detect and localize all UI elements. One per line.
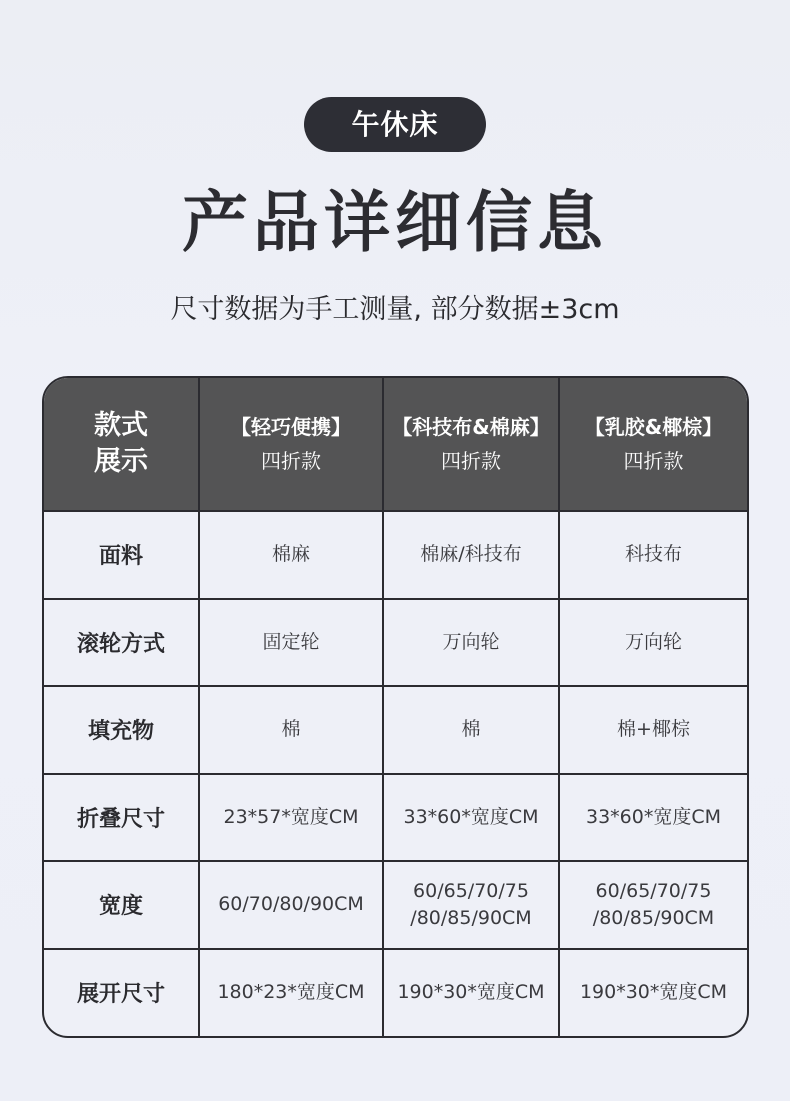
table-cell: 23*57*宽度CM (199, 774, 383, 862)
header-column-name: 【乳胶&椰棕】 (584, 415, 723, 439)
header-column-techcloth-linen (383, 378, 559, 511)
table-cell: 棉 (383, 686, 559, 774)
header-column-name: 【科技布&棉麻】 (392, 415, 550, 439)
header-column-latex-coir (559, 378, 747, 511)
header-column-name: 【轻巧便携】 (231, 415, 351, 439)
table-header-row (44, 378, 747, 511)
table-cell: 万向轮 (559, 599, 747, 687)
header-style-cell (44, 378, 199, 511)
header-column-sub: 四折款 (261, 449, 321, 473)
table-cell: 190*30*宽度CM (559, 949, 747, 1037)
page-subtitle: 尺寸数据为手工测量, 部分数据±3cm (170, 294, 620, 325)
category-badge: 午休床 (304, 97, 486, 152)
table-cell: 180*23*宽度CM (199, 949, 383, 1037)
header-style-label-line1: 款式 (94, 410, 148, 441)
row-label: 宽度 (44, 861, 199, 949)
spec-table (44, 378, 747, 1036)
table-cell: 固定轮 (199, 599, 383, 687)
row-label: 展开尺寸 (44, 949, 199, 1037)
table-cell: 棉+椰棕 (559, 686, 747, 774)
table-row (44, 949, 747, 1037)
row-label: 折叠尺寸 (44, 774, 199, 862)
table-cell: 33*60*宽度CM (383, 774, 559, 862)
table-row (44, 861, 747, 949)
header-column-sub: 四折款 (441, 449, 501, 473)
row-label: 填充物 (44, 686, 199, 774)
table-row (44, 774, 747, 862)
header-style-label-line2: 展示 (94, 446, 148, 477)
table-row (44, 599, 747, 687)
row-label: 面料 (44, 511, 199, 599)
table-cell: 棉麻/科技布 (383, 511, 559, 599)
table-cell: 棉 (199, 686, 383, 774)
table-row (44, 686, 747, 774)
table-row (44, 511, 747, 599)
spec-table-container (42, 376, 749, 1038)
table-body (44, 511, 747, 1036)
table-cell: 190*30*宽度CM (383, 949, 559, 1037)
table-cell: 60/65/70/75 /80/85/90CM (383, 861, 559, 949)
table-cell: 万向轮 (383, 599, 559, 687)
header-column-sub: 四折款 (623, 449, 684, 473)
table-cell: 60/70/80/90CM (199, 861, 383, 949)
table-cell: 60/65/70/75 /80/85/90CM (559, 861, 747, 949)
table-cell: 棉麻 (199, 511, 383, 599)
table-cell: 33*60*宽度CM (559, 774, 747, 862)
header-column-lightweight (199, 378, 383, 511)
table-cell: 科技布 (559, 511, 747, 599)
page-title: 产品详细信息 (182, 184, 608, 261)
row-label: 滚轮方式 (44, 599, 199, 687)
